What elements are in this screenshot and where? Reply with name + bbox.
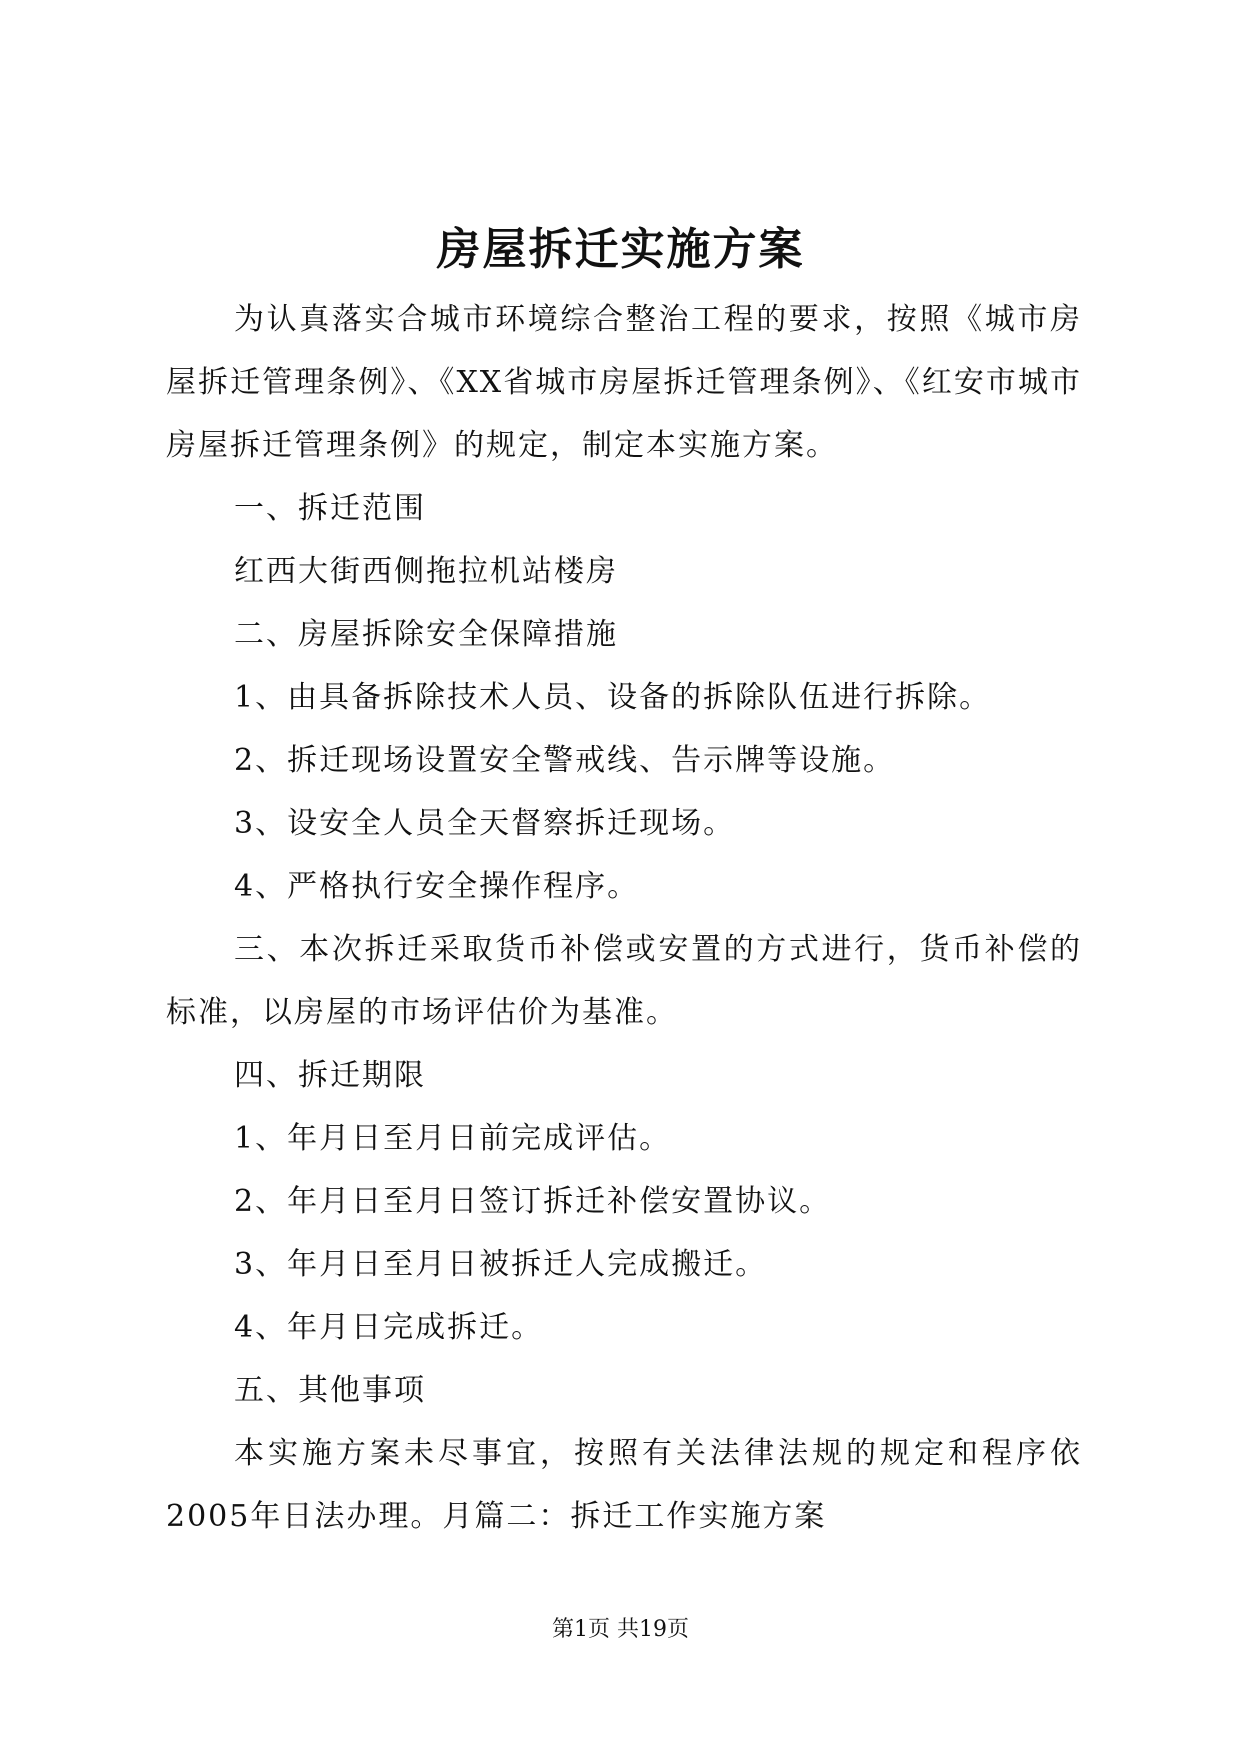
list-item: 4、年月日完成拆迁。 [234,1310,544,1345]
list-item: 4、严格执行安全操作程序。 [234,869,640,904]
paragraph-scope: 红西大街西侧拖拉机站楼房 [234,554,618,589]
document-title: 房屋拆迁实施方案 [436,224,805,275]
list-item: 2、年月日至月日签订拆迁补偿安置协议。 [234,1184,832,1219]
section-heading-safety: 二、房屋拆除安全保障措施 [234,617,618,652]
paragraph-intro: 为认真落实合城市环境综合整治工程的要求，按照《城市房屋拆迁管理条例》、《XX省城市房屋拆迁管理条例》、《红安市城市房屋拆迁管理条例》的规定，制定本实施方案。 [166,302,1082,463]
list-item: 1、由具备拆除技术人员、设备的拆除队伍进行拆除。 [234,680,992,715]
list-item: 3、年月日至月日被拆迁人完成搬迁。 [234,1247,768,1282]
document-body [166,288,1082,1548]
section-heading-other: 五、其他事项 [234,1373,426,1408]
list-item: 1、年月日至月日前完成评估。 [234,1121,672,1156]
list-item: 2、拆迁现场设置安全警戒线、告示牌等设施。 [234,743,896,778]
list-item: 3、设安全人员全天督察拆迁现场。 [234,806,736,841]
paragraph-compensation: 三、本次拆迁采取货币补偿或安置的方式进行，货币补偿的标准，以房屋的市场评估价为基准。 [166,932,1082,1030]
section-heading-scope: 一、拆迁范围 [234,491,426,526]
paragraph-closing: 本实施方案未尽事宜，按照有关法律法规的规定和程序依2005年日法办理。月篇二：拆迁工作实施方案 [166,1436,1082,1534]
page-number-footer: 第1页 共19页 [552,1617,689,1642]
section-heading-deadline: 四、拆迁期限 [234,1058,426,1093]
